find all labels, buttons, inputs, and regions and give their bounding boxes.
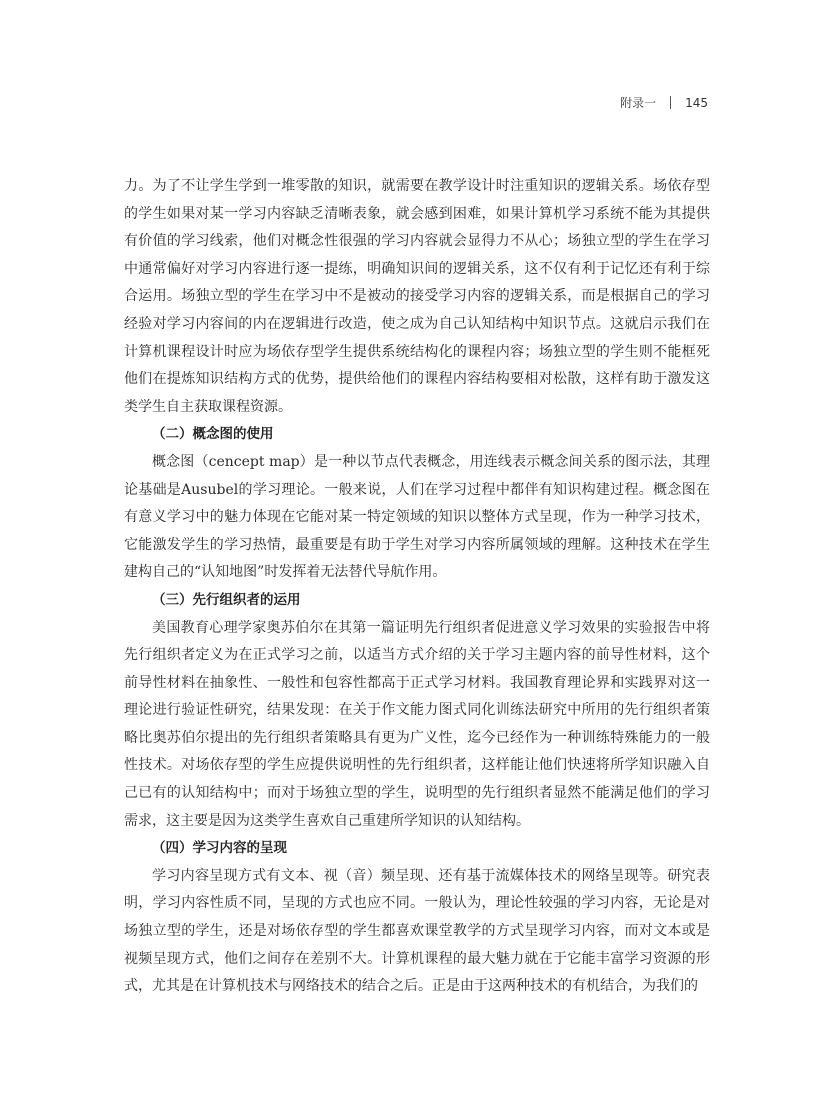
paragraph-content-presentation: 学习内容呈现方式有文本、视（音）频呈现、还有基于流媒体技术的网络呈现等。研究表明，学习内容性质不同，呈现的方式也应不同。一般认为，理论性较强的学习内容，无论是对场独立型的学生，还是对场依存型的学生都喜欢课堂教学的方式呈现学习内容，而对文本或是视频呈现方式，他们之间存在差别不大。计算机课程的最大魅力就在于它能丰富学习资源的形式，尤其是在计算机技术与网络技术的结合之后。正是由于这两种技术的有机结合，为我们的 bbox=[124, 867, 710, 995]
section-heading-advance-organizer: （三）先行组织者的运用 bbox=[152, 591, 301, 608]
running-header-section: 附录一 bbox=[620, 96, 657, 110]
section-heading-concept-map: （二）概念图的使用 bbox=[152, 426, 274, 443]
paragraph-advance-organizer: 美国教育心理学家奥苏伯尔在其第一篇证明先行组织者促进意义学习效果的实验报告中将先行组织者定义为在正式学习之前，以适当方式介绍的关于学习主题内容的前导性材料，这个前导性材料在抽象性、一般性和包容性都高于正式学习材料。我国教育理论界和实践界对这一理论进行验证性研究，结果发现：在关于作文能力图式同化训练法研究中所用的先行组织者策略比奥苏伯尔提出的先行组织者策略具有更为广义性，迄今已经作为一种训练特殊能力的一般性技术。对场依存型的学生应提供说明性的先行组织者，这样能让他们快速将所学知识融入自己已有的认知结构中；而对于场独立型的学生，说明型的先行组织者显然不能满足他们的学习需求，这主要是因为这类学生喜欢自己重建所学知识的认知结构。 bbox=[124, 619, 710, 829]
running-header bbox=[620, 94, 708, 111]
paragraph-concept-map: 概念图（cencept map）是一种以节点代表概念，用连线表示概念间关系的图示法，其理论基础是Ausubel的学习理论。一般来说，人们在学习过程中都伴有知识构建过程。概念图在有意义学习中的魅力体现在它能对某一特定领域的知识以整体方式呈现，作为一种学习技术，它能激发学生的学习热情，最重要是有助于学生对学习内容所属领域的理解。这种技术在学生建构自己的“认知地图”时发挥着无法替代导航作用。 bbox=[124, 453, 710, 581]
page-number: 145 bbox=[685, 95, 708, 110]
section-heading-content-presentation: （四）学习内容的呈现 bbox=[152, 840, 287, 857]
body-text bbox=[124, 173, 710, 1001]
paragraph-continued: 力。为了不让学生学到一堆零散的知识，就需要在教学设计时注重知识的逻辑关系。场依存型的学生如果对某一学习内容缺乏清晰表象，就会感到困难，如果计算机学习系统不能为其提供有价值的学习线索，他们对概念性很强的学习内容就会显得力不从心；场独立型的学生在学习中通常偏好对学习内容进行逐一提练，明确知识间的逻辑关系，这不仅有利于记忆还有利于综合运用。场独立型的学生在学习中不是被动的接受学习内容的逻辑关系，而是根据自己的学习经验对学习内容间的内在逻辑进行改造，使之成为自己认知结构中知识节点。这就启示我们在计算机课程设计时应为场依存型学生提供系统结构化的课程内容；场独立型的学生则不能框死他们在提炼知识结构方式的优势，提供给他们的课程内容结构要相对松散，这样有助于激发这类学生自主获取课程资源。 bbox=[124, 178, 710, 415]
header-divider bbox=[670, 96, 671, 109]
